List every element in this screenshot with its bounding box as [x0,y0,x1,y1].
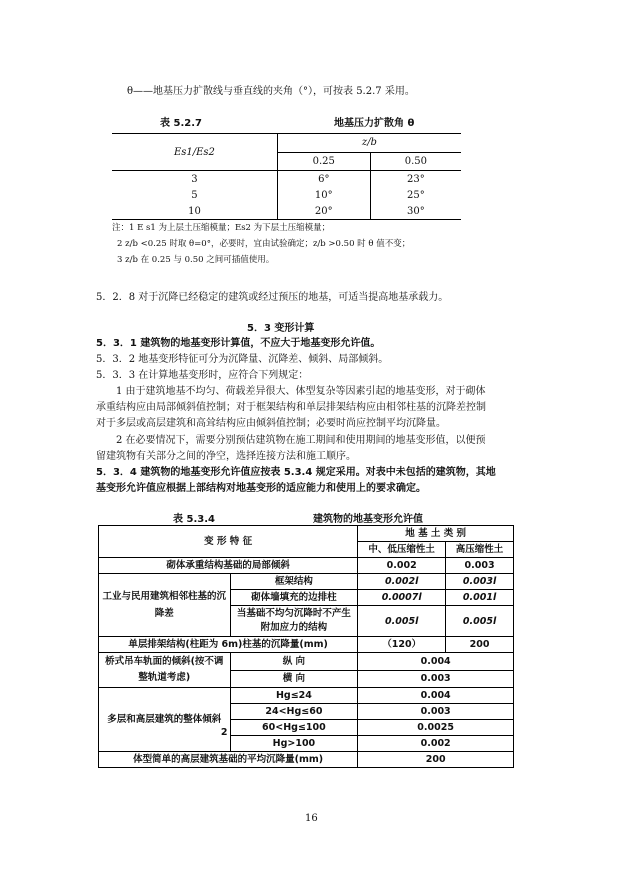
table2-stray-mark: 2 [220,727,228,738]
clause-item1-line: 对于多层或高层建筑和高耸结构应由倾斜值控制；必要时尚应控制平均沉降量。 [96,418,446,429]
table1-col-group: z/b [277,134,461,153]
table2-cell: 0.0007l [358,590,446,606]
clause-5-2-8: 5．2．8 对于沉降已经稳定的建筑或经过预压的地基，可适当提高地基承载力。 [96,292,449,303]
table-row [99,558,514,574]
table2-row-label: 当基础不均匀沉降时不产生附加应力的结构 [230,606,358,637]
table1-col-header: 0.50 [370,152,461,171]
table2-cell: 0.005l [358,606,446,637]
table2-header-soil: 地 基 土 类 别 [358,526,514,542]
table1-title: 地基压力扩散角 θ [334,118,415,129]
clause-5-3-1: 5．3．1 建筑物的地基变形计算值，不应大于地基变形允许值。 [96,338,381,349]
table2-row-label: 60<Hg≤100 [230,720,358,736]
clause-5-3-2: 5．3．2 地基变形特征可分为沉降量、沉降差、倾斜、局部倾斜。 [96,354,389,365]
table2-group-label-text: 多层和高层建筑的整体倾斜 [107,714,222,725]
table-row [99,688,514,704]
page-number: 16 [305,813,318,824]
table2-cell: 0.003 [358,704,514,720]
table2-cell: 0.003l [446,574,514,590]
table-5-3-4 [98,525,514,768]
table1-cell: 6° [277,171,370,188]
table1-number: 表 5.2.7 [160,118,202,129]
table2-header-feature: 变 形 特 征 [99,526,358,558]
table2-group-label: 工业与民用建筑相邻柱基的沉降差 [99,574,231,637]
table2-cell: 0.003 [446,558,514,574]
table1-note: 2 z/b <0.25 时取 θ=0°，必要时，宜由试验确定；z/b >0.50 时 θ 值不变； [117,239,411,249]
table2-cell: 200 [446,637,514,653]
table2-group-label [99,688,231,752]
table1-cell: 10 [112,203,277,220]
table1-cell: 25° [406,189,425,201]
table1-cell: 23° [406,173,425,185]
table2-cell: 0.001l [446,590,514,606]
table-5-2-7 [112,133,461,220]
section-title: 5．3 变形计算 [247,323,315,334]
table-row [112,171,461,188]
table1-row-header: Es1/Es2 [112,134,277,171]
table-row [99,637,514,653]
table2-row-label: Hg≤24 [230,688,358,704]
table2-group-label: 桥式吊车轨面的倾斜(按不调整轨道考虑) [99,653,231,688]
table-row [112,187,461,203]
table1-cell: 5 [112,187,277,203]
table2-row-label: 纵 向 [230,653,358,671]
table2-row-label: 24<Hg≤60 [230,704,358,720]
table-row [99,574,514,590]
theta-definition: θ——地基压力扩散线与垂直线的夹角（°），可按表 5.2.7 采用。 [127,86,415,97]
table2-title: 建筑物的地基变形允许值 [313,514,423,525]
table-row [99,752,514,768]
table1-cell: 3 [112,171,277,188]
table2-cell: 0.003 [358,670,514,688]
clause-item1-line: 1 由于建筑地基不均匀、荷载差异很大、体型复杂等因素引起的地基变形，对于砌体 [116,386,486,397]
clause-5-3-4-line: 5．3．4 建筑物的地基变形允许值应按表 5.3.4 规定采用。对表中未包括的建筑物，其地 [96,467,496,478]
table2-row-label: 砌体承重结构基础的局部倾斜 [99,558,358,574]
table2-row-label: 框架结构 [230,574,358,590]
table1-note: 3 z/b 在 0.25 与 0.50 之间可插值使用。 [117,255,275,265]
table2-header-mid: 中、低压缩性土 [358,542,446,558]
table2-cell: 0.0025 [358,720,514,736]
table1-note: 注：1 E s1 为上层土压缩模量；Es2 为下层土压缩模量； [112,223,331,233]
clause-5-3-3: 5．3．3 在计算地基变形时，应符合下列规定： [96,370,309,381]
clause-item1-line: 承重结构应由局部倾斜值控制；对于框架结构和单层排架结构应由相邻柱基的沉降差控制 [96,402,486,413]
table2-cell: 0.002l [358,574,446,590]
clause-5-3-4-line: 基变形允许值应根据上部结构对地基变形的适应能力和使用上的要求确定。 [96,483,426,494]
clause-item2-line: 2 在必要情况下，需要分别预估建筑物在施工期间和使用期间的地基变形值，以便预 [116,435,486,446]
table2-cell: （120） [358,637,446,653]
table2-row-label: 体型简单的高层建筑基础的平均沉降量(mm) [99,752,358,768]
table2-row-label: 横 向 [230,670,358,688]
table2-number: 表 5.3.4 [173,514,215,525]
table2-cell: 0.005l [446,606,514,637]
table2-cell: 0.002 [358,558,446,574]
table1-col-header: 0.25 [277,152,370,171]
table1-cell: 20° [277,203,370,220]
table2-row-label: 单层排架结构(柱距为 6m)柱基的沉降量(mm) [99,637,358,653]
table-row [112,203,461,220]
table2-cell: 0.004 [358,688,514,704]
table2-header-high: 高压缩性土 [446,542,514,558]
table2-cell: 200 [358,752,514,768]
table2-row-label: 砌体墙填充的边排柱 [230,590,358,606]
table-row [99,653,514,671]
table2-row-label: Hg>100 [230,736,358,752]
clause-item2-line: 留建筑物有关部分之间的净空，选择连接方法和施工顺序。 [96,451,356,462]
table2-cell: 0.004 [358,653,514,671]
table1-cell: 10° [277,187,370,203]
table1-cell: 30° [370,203,461,220]
table2-cell: 0.002 [358,736,514,752]
